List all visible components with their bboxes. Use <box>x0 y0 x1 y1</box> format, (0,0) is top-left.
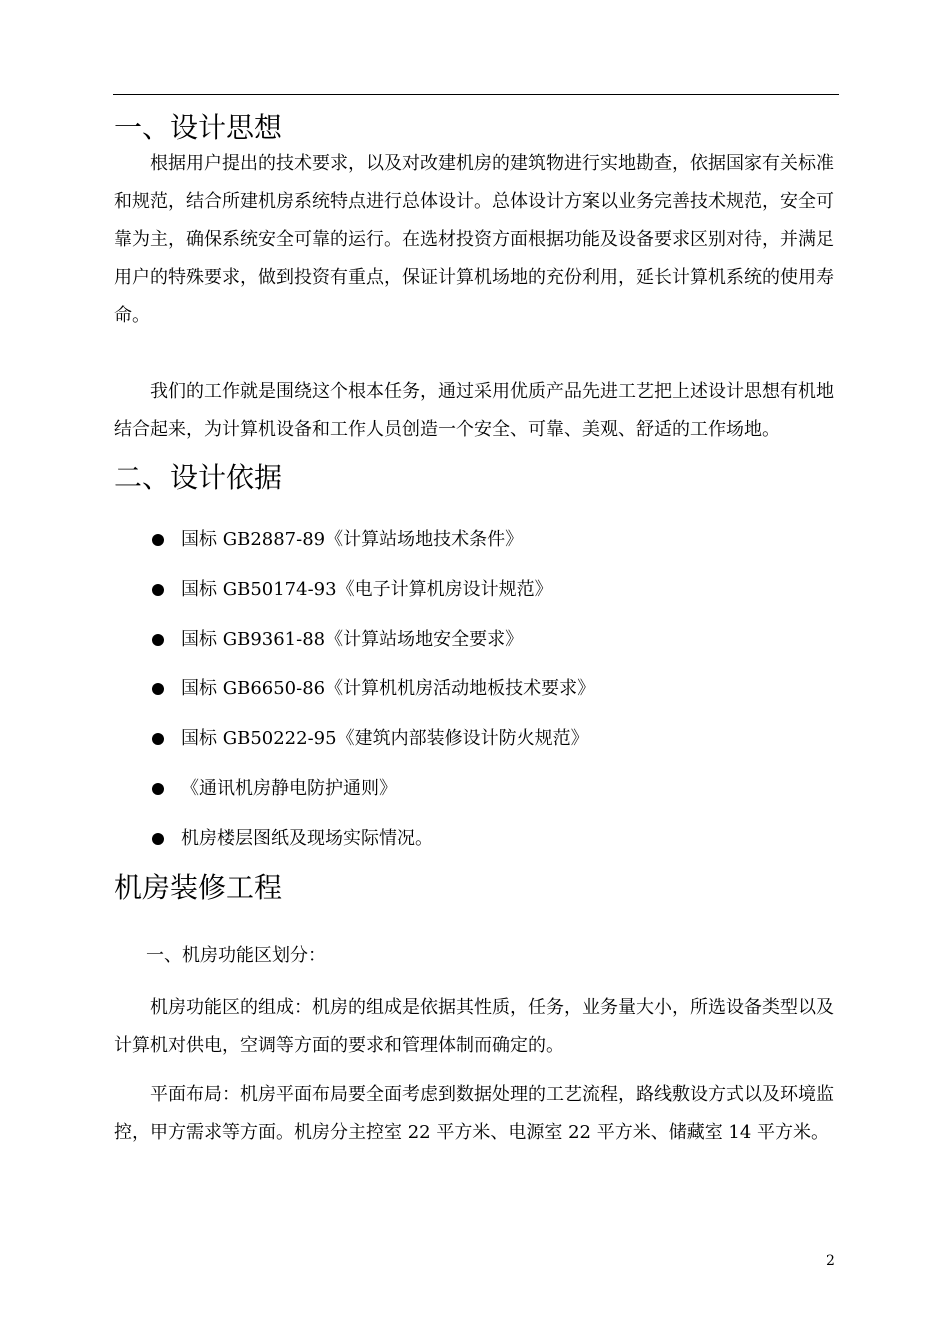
list-item <box>152 525 595 575</box>
paragraph-floor-layout: 平面布局：机房平面布局要全面考虑到数据处理的工艺流程，路线敷设方式以及环境监控，甲方需求等方面。机房分主控室 22 平方米、电源室 22 平方米、储藏室 14 平方米。 <box>114 1084 834 1143</box>
subsection-heading-functional-zones: 一、机房功能区划分： <box>146 945 326 966</box>
list-item-text: 国标 GB6650-86《计算机机房活动地板技术要求》 <box>181 678 596 700</box>
paragraph-design-concept-2: 我们的工作就是围绕这个根本任务，通过采用优质产品先进工艺把上述设计思想有机地结合起来，为计算机设备和工作人员创造一个安全、可靠、美观、舒适的工作场地。 <box>114 381 834 440</box>
list-item <box>152 674 595 724</box>
list-item <box>152 824 595 874</box>
bullet-icon <box>152 733 164 745</box>
section-heading-design-basis: 二、设计依据 <box>114 461 283 494</box>
list-item <box>152 724 595 774</box>
bullet-icon <box>152 534 164 546</box>
section-heading-renovation: 机房装修工程 <box>114 871 283 904</box>
list-item-text: 《通讯机房静电防护通则》 <box>181 777 397 799</box>
bullet-icon <box>152 584 164 596</box>
list-item-text: 国标 GB9361-88《计算站场地安全要求》 <box>181 628 524 650</box>
list-item <box>152 774 595 824</box>
bullet-icon <box>152 683 164 695</box>
list-item-text: 国标 GB50174-93《电子计算机房设计规范》 <box>181 578 553 600</box>
list-item <box>152 625 595 675</box>
page-number: 2 <box>826 1253 835 1269</box>
list-item-text: 国标 GB2887-89《计算站场地技术条件》 <box>181 529 524 550</box>
header-rule <box>113 94 839 95</box>
list-item-text: 国标 GB50222-95《建筑内部装修设计防火规范》 <box>181 728 589 750</box>
paragraph-design-concept-1: 根据用户提出的技术要求，以及对改建机房的建筑物进行实地勘查，依据国家有关标准和规范，结合所建机房系统特点进行总体设计。总体设计方案以业务完善技术规范，安全可靠为主，确保系统安全可靠的运行。在选材投资方面根据功能及设备要求区别对待，并满足用户的特殊要求，做到投资有重点，保证计算机场地的充份利用，延长计算机系统的使用寿命。 <box>114 153 834 326</box>
standards-list <box>152 525 595 874</box>
list-item <box>152 575 595 625</box>
bullet-icon <box>152 634 164 646</box>
bullet-icon <box>152 783 164 795</box>
section-heading-design-concept: 一、设计思想 <box>114 111 283 144</box>
list-item-text: 机房楼层图纸及现场实际情况。 <box>181 827 433 849</box>
paragraph-functional-composition: 机房功能区的组成：机房的组成是依据其性质，任务，业务量大小，所选设备类型以及计算机对供电，空调等方面的要求和管理体制而确定的。 <box>114 997 834 1056</box>
bullet-icon <box>152 833 164 845</box>
